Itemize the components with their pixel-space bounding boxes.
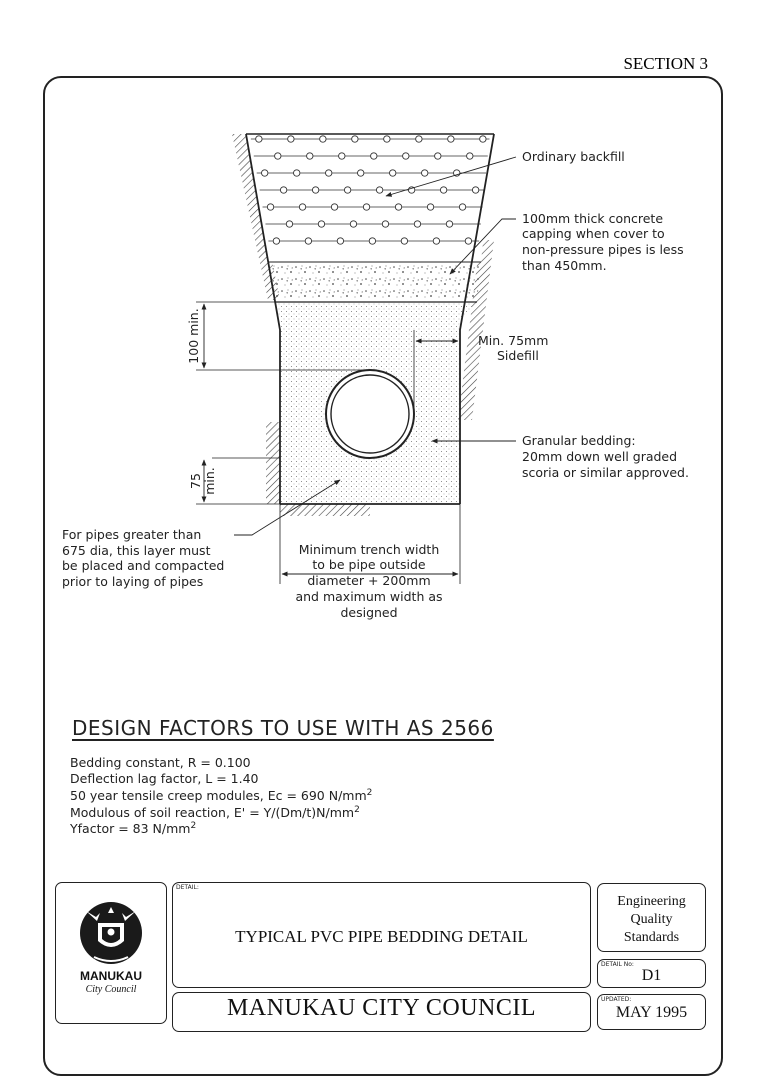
backfill-stone: [320, 136, 326, 142]
label-bedding-3: scoria or similar approved.: [522, 465, 689, 480]
design-factor-creep-modules: [70, 788, 372, 803]
backfill-stone: [403, 153, 409, 159]
logo-subtitle: City Council: [85, 984, 137, 995]
label-bedding-2: 20mm down well graded: [522, 449, 678, 464]
backfill-stone: [339, 153, 345, 159]
backfill-stone: [382, 221, 388, 227]
superscript: 2: [354, 805, 360, 815]
design-factor-soil-reaction: [70, 805, 360, 820]
label-capping-1: 100mm thick concrete: [522, 211, 664, 226]
backfill-stone: [331, 204, 337, 210]
label-large-pipes-3: be placed and compacted: [62, 558, 225, 573]
design-factor-bedding-constant: Bedding constant, R = 0.100: [70, 755, 251, 770]
backfill-stone: [459, 204, 465, 210]
backfill-stone: [467, 153, 473, 159]
soil-reaction-text: Modulous of soil reaction, E' = Y/(Dm/t)N/mm: [70, 805, 355, 821]
quality-standards-box: [597, 883, 706, 952]
design-factor-yfactor: [70, 821, 196, 836]
creep-modules-text: 50 year tensile creep modules, Ec = 690 N/mm: [70, 788, 367, 804]
concrete-capping-layer: [268, 262, 481, 302]
backfill-stone: [294, 170, 300, 176]
detail-caption: DETAIL:: [176, 884, 199, 891]
superscript: 2: [366, 788, 373, 798]
detail-number-box: [597, 959, 706, 988]
design-factor-deflection-lag: Deflection lag factor, L = 1.40: [70, 771, 259, 786]
updated-box: [597, 994, 706, 1030]
yfactor-text: Yfactor = 83 N/mm: [70, 821, 191, 837]
label-trench-1: Minimum trench width: [298, 542, 440, 557]
backfill-stone: [446, 221, 452, 227]
quality-standards-text: [598, 893, 705, 947]
pvc-pipe-inner: [331, 375, 409, 453]
label-large-pipes-1: For pipes greater than: [62, 527, 202, 542]
backfill-stone: [363, 204, 369, 210]
backfill-stone: [299, 204, 305, 210]
backfill-stone: [318, 221, 324, 227]
backfill-stone: [472, 187, 478, 193]
backfill-stone: [312, 187, 318, 193]
backfill-stone: [275, 153, 281, 159]
label-bedding-1: Granular bedding:: [522, 433, 636, 448]
backfill-stone: [350, 221, 356, 227]
dim-75-unit: min.: [202, 467, 217, 495]
logo-name: MANUKAU: [80, 969, 142, 983]
detail-number-caption: DETAIL No:: [601, 961, 634, 968]
label-sidefill-2: Sidefill: [497, 348, 539, 363]
updated-date: MAY 1995: [615, 1004, 688, 1021]
backfill-stone: [337, 238, 343, 244]
backfill-stone: [376, 187, 382, 193]
backfill-stone: [369, 238, 375, 244]
backfill-stone: [288, 136, 294, 142]
label-capping-2: capping when cover to: [522, 226, 665, 241]
label-sidefill-1: Min. 75mm: [478, 333, 549, 348]
label-trench-5: designed: [340, 605, 398, 620]
label-large-pipes-4: prior to laying of pipes: [62, 574, 204, 589]
backfill-stone: [307, 153, 313, 159]
eqs-line-2: Quality: [630, 912, 673, 927]
backfill-stone: [262, 170, 268, 176]
backfill-stone: [371, 153, 377, 159]
superscript: 2: [190, 821, 197, 831]
backfill-stone: [480, 136, 486, 142]
backfill-stone: [280, 187, 286, 193]
detail-title-box: [172, 882, 591, 988]
backfill-stone: [384, 136, 390, 142]
backfill-stone: [305, 238, 311, 244]
detail-number: D1: [641, 967, 662, 984]
backfill-stone: [395, 204, 401, 210]
backfill-stone: [358, 170, 364, 176]
section-number: SECTION 3: [623, 54, 708, 73]
detail-title: TYPICAL PVC PIPE BEDDING DETAIL: [235, 927, 528, 946]
council-crest-icon: [56, 883, 166, 1023]
label-ordinary-backfill: Ordinary backfill: [522, 149, 625, 164]
eqs-line-3: Standards: [623, 930, 680, 945]
label-capping-4: than 450mm.: [522, 258, 607, 273]
ground-hatch-left-lower: [266, 422, 280, 504]
ground-hatch-bottom: [280, 504, 370, 516]
backfill-stone: [273, 238, 279, 244]
backfill-stone: [326, 170, 332, 176]
backfill-stone: [416, 136, 422, 142]
backfill-stone: [440, 187, 446, 193]
label-trench-2: to be pipe outside: [312, 557, 426, 572]
dim-75-number: 75: [188, 473, 203, 489]
backfill-stone: [286, 221, 292, 227]
label-large-pipes-2: 675 dia, this layer must: [62, 543, 211, 558]
backfill-stone: [390, 170, 396, 176]
backfill-stone: [414, 221, 420, 227]
logo-box: [55, 882, 167, 1024]
eqs-line-1: Engineering: [617, 894, 686, 909]
backfill-stone: [267, 204, 273, 210]
label-capping-3: non-pressure pipes is less: [522, 242, 684, 257]
backfill-stone: [435, 153, 441, 159]
backfill-stone: [352, 136, 358, 142]
backfill-stone: [433, 238, 439, 244]
design-factors-title: DESIGN FACTORS TO USE WITH AS 2566: [72, 716, 494, 740]
label-trench-4: and maximum width as: [295, 589, 443, 604]
council-name: MANUKAU CITY COUNCIL: [226, 995, 537, 1021]
backfill-stone: [448, 136, 454, 142]
council-name-box: [172, 992, 591, 1032]
backfill-stone: [401, 238, 407, 244]
label-trench-3: diameter + 200mm: [307, 573, 431, 588]
backfill-stone: [256, 136, 262, 142]
backfill-stone: [344, 187, 350, 193]
dim-100-label: 100 min.: [186, 308, 201, 364]
backfill-stone: [422, 170, 428, 176]
backfill-stone: [465, 238, 471, 244]
backfill-stone: [427, 204, 433, 210]
updated-caption: UPDATED:: [601, 996, 632, 1003]
